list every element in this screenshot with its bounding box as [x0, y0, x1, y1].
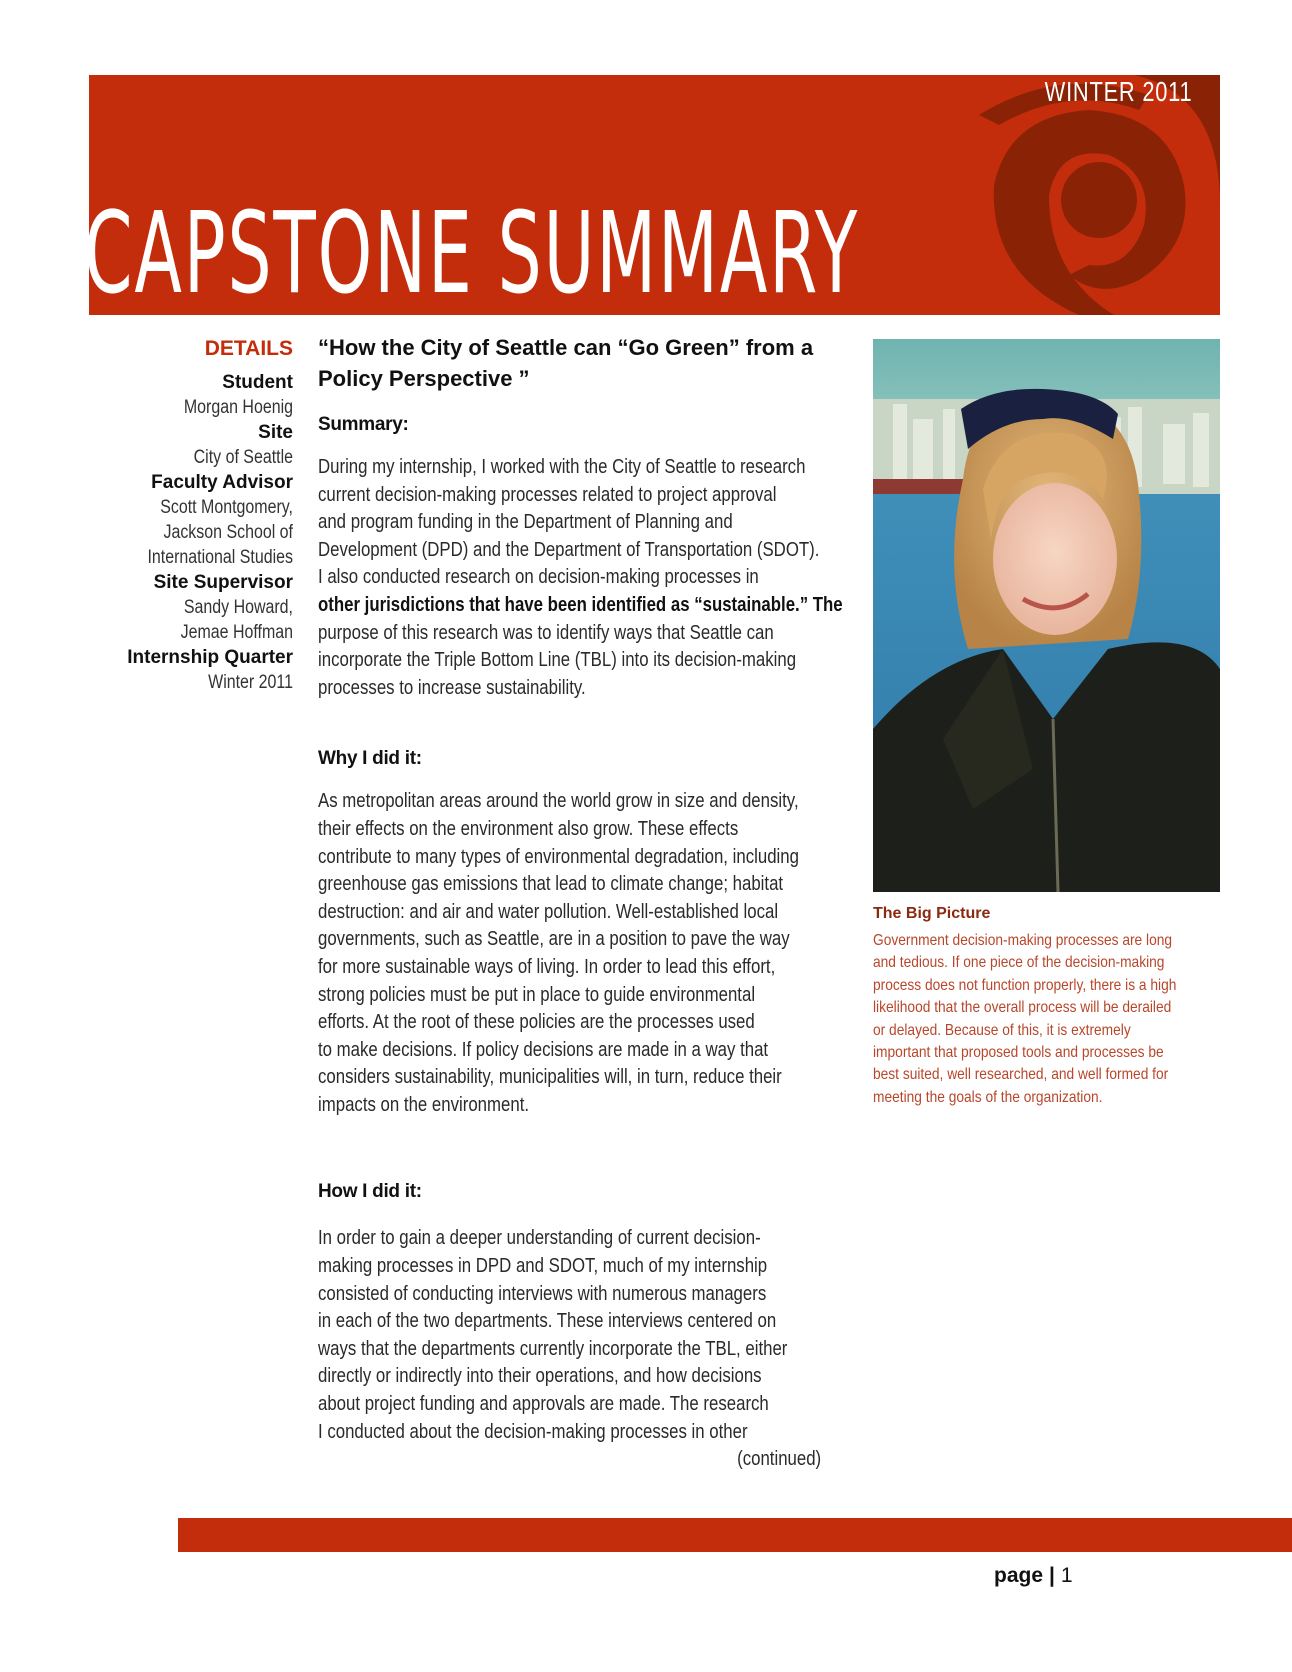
article-title: [318, 332, 843, 394]
text-line: I conducted about the decision-making processes in other: [318, 1420, 748, 1443]
detail-value-site: City of Seattle: [193, 447, 293, 468]
text-line: efforts. At the root of these policies are the processes used: [318, 1011, 755, 1034]
big-picture-line: and tedious. If one piece of the decision-making: [873, 954, 1165, 972]
text-line: directly or indirectly into their operations, and how decisions: [318, 1365, 762, 1388]
detail-label-site: Site: [258, 422, 293, 443]
big-picture-line: meeting the goals of the organization.: [873, 1088, 1103, 1106]
big-picture-line: likelihood that the overall process will be derailed: [873, 999, 1172, 1017]
text-line: governments, such as Seattle, are in a position to pave the way: [318, 928, 790, 951]
big-picture-title: The Big Picture: [873, 905, 991, 922]
detail-value-student: Morgan Hoenig: [183, 397, 293, 418]
text-line: to make decisions. If policy decisions are made in a way that: [318, 1038, 769, 1061]
text-line: During my internship, I worked with the City of Seattle to research: [318, 456, 806, 478]
details-heading: DETAILS: [204, 337, 293, 360]
section-how: [318, 1179, 843, 1473]
text-line: incorporate the Triple Bottom Line (TBL) into its decision-making: [318, 649, 797, 672]
text-line: strong policies must be put in place to guide environmental: [318, 983, 756, 1006]
text-line-bold: other jurisdictions that have been identified as “sustainable.” The: [318, 593, 843, 616]
section-heading-why: Why I did it:: [318, 748, 422, 770]
page-number-value: 1: [1060, 1564, 1073, 1587]
text-line: consisted of conducting interviews with numerous managers: [318, 1282, 767, 1305]
big-picture-line: Government decision-making processes are long: [873, 932, 1173, 949]
page-title: CAPSTONE SUMMARY: [84, 189, 860, 319]
page-separator: |: [1049, 1564, 1055, 1587]
detail-label-student: Student: [222, 372, 293, 393]
text-line: I also conducted research on decision-making processes in: [318, 566, 759, 589]
detail-value-site-supervisor: Jemae Hoffman: [180, 622, 293, 643]
detail-value-internship-quarter: Winter 2011: [208, 672, 293, 693]
details-sidebar: [110, 336, 293, 695]
summary-paragraph: [318, 454, 843, 702]
section-heading-summary: Summary:: [318, 414, 409, 435]
text-line: and program funding in the Department of Planning and: [318, 511, 733, 534]
big-picture-box: [873, 902, 1220, 1109]
section-heading-how: How I did it:: [318, 1181, 422, 1203]
text-line: current decision-making processes related to project approval: [318, 483, 777, 506]
detail-value-site-supervisor: Sandy Howard,: [183, 597, 293, 618]
text-line: ways that the departments currently incorporate the TBL, either: [318, 1337, 788, 1360]
detail-value-faculty-advisor: Jackson School of: [163, 522, 293, 543]
text-line: Development (DPD) and the Department of Transportation (SDOT).: [318, 538, 820, 561]
text-line: about project funding and approvals are made. The research: [318, 1393, 769, 1416]
text-line: making processes in DPD and SDOT, much of my internship: [318, 1255, 768, 1278]
section-summary: [318, 412, 843, 702]
detail-label-faculty-advisor: Faculty Advisor: [151, 472, 293, 493]
text-line: their effects on the environment also grow. These effects: [318, 817, 739, 840]
text-line: greenhouse gas emissions that lead to climate change; habitat: [318, 873, 784, 896]
text-line: processes to increase sustainability.: [318, 676, 586, 699]
text-line: impacts on the environment.: [318, 1093, 530, 1116]
big-picture-line: important that proposed tools and processes be: [873, 1044, 1164, 1062]
big-picture-line: process does not function properly, there is a high: [873, 976, 1177, 994]
page-number: [994, 1562, 1073, 1590]
text-line: destruction: and air and water pollution. Well-established local: [318, 900, 779, 923]
continued-note: (continued): [737, 1448, 822, 1471]
footer-bar: [178, 1518, 1292, 1552]
portrait-image: [873, 339, 1220, 892]
spiral-logo-icon: [939, 75, 1220, 315]
text-line: considers sustainability, municipalities will, in turn, reduce their: [318, 1066, 782, 1089]
text-line: purpose of this research was to identify ways that Seattle can: [318, 621, 774, 644]
article-title-line: “How the City of Seattle can “Go Green” from a: [318, 335, 814, 360]
why-paragraph: [318, 788, 843, 1119]
text-line: In order to gain a deeper understanding of current decision-: [318, 1227, 761, 1250]
article: [318, 332, 843, 1474]
issue-season: WINTER 2011: [1044, 76, 1192, 107]
detail-label-site-supervisor: Site Supervisor: [153, 572, 293, 593]
text-line: in each of the two departments. These interviews centered on: [318, 1310, 777, 1333]
big-picture-line: best suited, well researched, and well formed for: [873, 1066, 1169, 1084]
detail-value-faculty-advisor: International Studies: [147, 547, 293, 568]
article-title-line: Policy Perspective ”: [318, 366, 530, 391]
text-line: As metropolitan areas around the world grow in size and density,: [318, 790, 799, 813]
detail-value-faculty-advisor: Scott Montgomery,: [160, 497, 293, 518]
student-photo: [873, 339, 1220, 892]
detail-label-internship-quarter: Internship Quarter: [127, 647, 293, 668]
page-label: page: [994, 1564, 1044, 1587]
text-line: contribute to many types of environmental degradation, including: [318, 845, 799, 868]
section-why: [318, 746, 843, 1119]
big-picture-line: or delayed. Because of this, it is extremely: [873, 1021, 1131, 1039]
how-paragraph: [318, 1225, 843, 1473]
text-line: for more sustainable ways of living. In order to lead this effort,: [318, 955, 776, 978]
